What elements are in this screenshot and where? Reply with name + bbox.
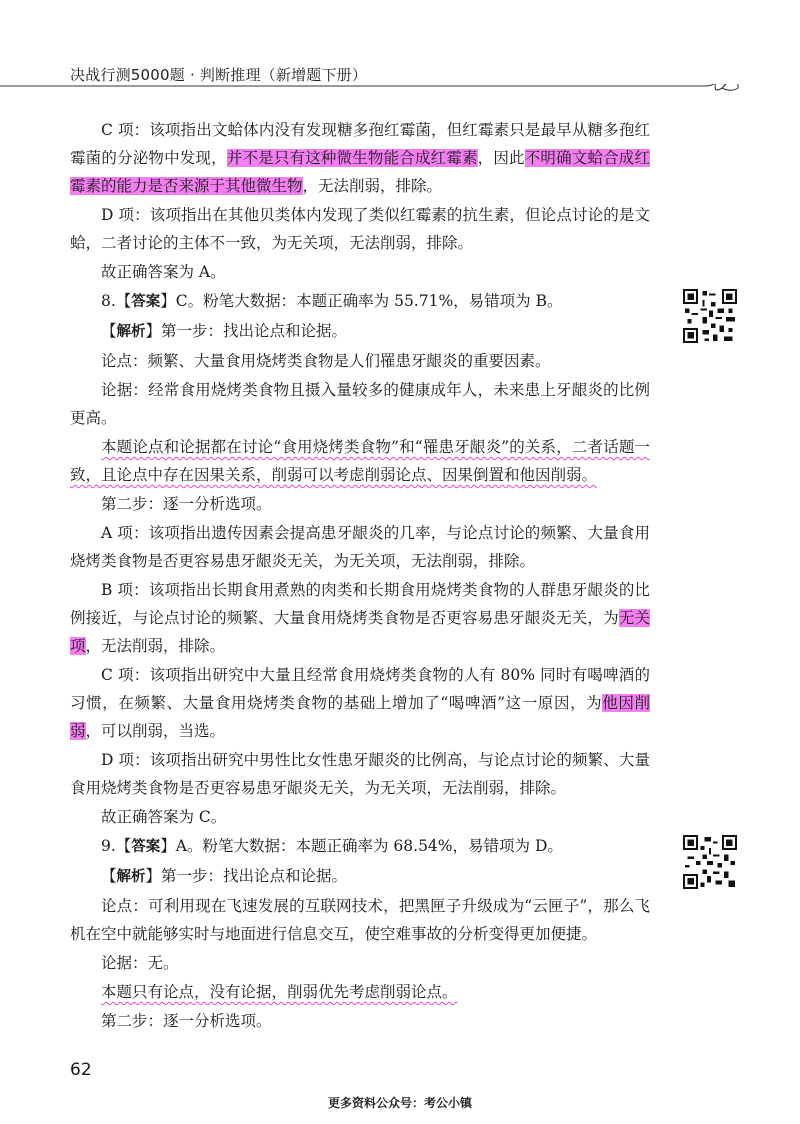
text-run: 【 — [101, 867, 117, 885]
text-run: D 项：该项指出在其他贝类体内发现了类似红霉素的抗生素，但论点讨论的是文蛤，二者讨论的主体不一致，为无关项，无法削弱，排除。 — [70, 206, 650, 252]
body-paragraph — [70, 490, 650, 518]
text-run: A 项：该项指出遗传因素会提高患牙龈炎的几率，与论点讨论的频繁、大量食用烧烤类食物是否更容易患牙龈炎无关，为无关项，无法削弱，排除。 — [70, 524, 650, 570]
text-run: 】A。粉笔大数据：本题正确率为 68.54%，易错项为 D。 — [160, 837, 563, 855]
bold-label: 答案 — [131, 294, 161, 310]
text-run: 论据：经常食用烧烤类食物且摄入量较多的健康成年人，未来患上牙龈炎的比例更高。 — [70, 381, 650, 427]
body-paragraph — [70, 201, 650, 257]
text-run: 第二步：逐一分析选项。 — [101, 495, 272, 513]
body-paragraph — [70, 949, 650, 977]
header-rule-divider — [0, 84, 800, 104]
qr-code-icon — [683, 835, 737, 889]
text-run: ，无法削弱，排除。 — [85, 637, 226, 655]
text-run: 】第一步：找出论点和论据。 — [145, 322, 348, 340]
text-run: 【 — [101, 322, 117, 340]
wavy-underlined-text: 本题论点和论据都在讨论“食用烧烤类食物”和“罹患牙龈炎”的关系，二者话题一致，且论点中存在因果关系，削弱可以考虑削弱论点、因果倒置和他因削弱。 — [70, 438, 650, 484]
body-paragraph — [70, 576, 650, 660]
body-paragraph — [70, 661, 650, 745]
page-body — [70, 116, 650, 1036]
page-number: 62 — [70, 1060, 92, 1080]
text-run: 第二步：逐一分析选项。 — [101, 1012, 272, 1030]
text-run: 9.【 — [101, 837, 132, 855]
text-run: 论点：频繁、大量食用烧烤类食物是人们罹患牙龈炎的重要因素。 — [101, 352, 551, 370]
text-run: ，可以削弱，当选。 — [85, 722, 226, 740]
text-run: 8.【 — [101, 292, 132, 310]
wavy-underlined-text: 本题只有论点，没有论据，削弱优先考虑削弱论点。 — [101, 983, 458, 1001]
body-paragraph — [70, 803, 650, 831]
text-run: D 项：该项指出研究中男性比女性患牙龈炎的比例高，与论点讨论的频繁、大量食用烧烤类食物是否更容易患牙龈炎无关，为无关项，无法削弱，排除。 — [70, 751, 650, 797]
qr-code-icon — [683, 289, 737, 343]
body-paragraph — [70, 978, 650, 1006]
bold-label: 答案 — [131, 839, 161, 855]
running-header-title: 决战行测5000题 · 判断推理（新增题下册） — [70, 66, 368, 84]
body-paragraph — [70, 376, 650, 432]
body-paragraph — [70, 519, 650, 575]
body-paragraph — [70, 317, 650, 346]
body-paragraph — [70, 116, 650, 200]
body-paragraph — [70, 892, 650, 948]
leaf-sprout-icon — [715, 84, 738, 90]
text-run: ，因此 — [477, 149, 525, 167]
body-paragraph — [70, 862, 650, 891]
bold-label: 解析 — [116, 869, 146, 885]
highlighted-text: 并不是只有这种微生物能合成红霉素 — [226, 149, 478, 167]
text-run: 】第一步：找出论点和论据。 — [145, 867, 348, 885]
text-run: B 项：该项指出长期食用煮熟的肉类和长期食用烧烤类食物的人群患牙龈炎的比例接近，与论点讨论的频繁、大量食用烧烤类食物是否更容易患牙龈炎无关，为 — [70, 581, 650, 627]
body-paragraph — [70, 746, 650, 802]
text-run: 论点：可利用现在飞速发展的互联网技术，把黑匣子升级成为“云匣子”，那么飞机在空中就能够实时与地面进行信息交互，使空难事故的分析变得更加便捷。 — [70, 897, 650, 943]
text-run: ，无法削弱，排除。 — [302, 177, 443, 195]
body-paragraph — [70, 1007, 650, 1035]
body-paragraph — [70, 287, 650, 316]
text-run: 论据：无。 — [101, 954, 179, 972]
highlighted-text: 无关项 — [70, 609, 650, 655]
text-run: 】C。粉笔大数据：本题正确率为 55.71%，易错项为 B。 — [160, 292, 563, 310]
text-run: C 项：该项指出研究中大量且经常食用烧烤类食物的人有 80% 同时有喝啤酒的习惯，在频繁、大量食用烧烤类食物的基础上增加了“喝啤酒”这一原因，为 — [70, 666, 650, 712]
highlighted-text: 他因削弱 — [70, 694, 650, 740]
body-paragraph — [70, 347, 650, 375]
bold-label: 解析 — [116, 324, 146, 340]
footer-note: 更多资料公众号：考公小镇 — [327, 1096, 472, 1110]
body-paragraph — [70, 832, 650, 861]
highlighted-text: 不明确文蛤合成红霉素的能力是否来源于其他微生物 — [70, 149, 650, 195]
body-paragraph — [70, 258, 650, 286]
text-run: 故正确答案为 C。 — [101, 808, 227, 826]
text-run: C 项：该项指出文蛤体内没有发现糖多孢红霉菌，但红霉素只是最早从糖多孢红霉菌的分泌物中发现， — [70, 121, 650, 167]
text-run: 故正确答案为 A。 — [101, 263, 226, 281]
body-paragraph — [70, 433, 650, 489]
